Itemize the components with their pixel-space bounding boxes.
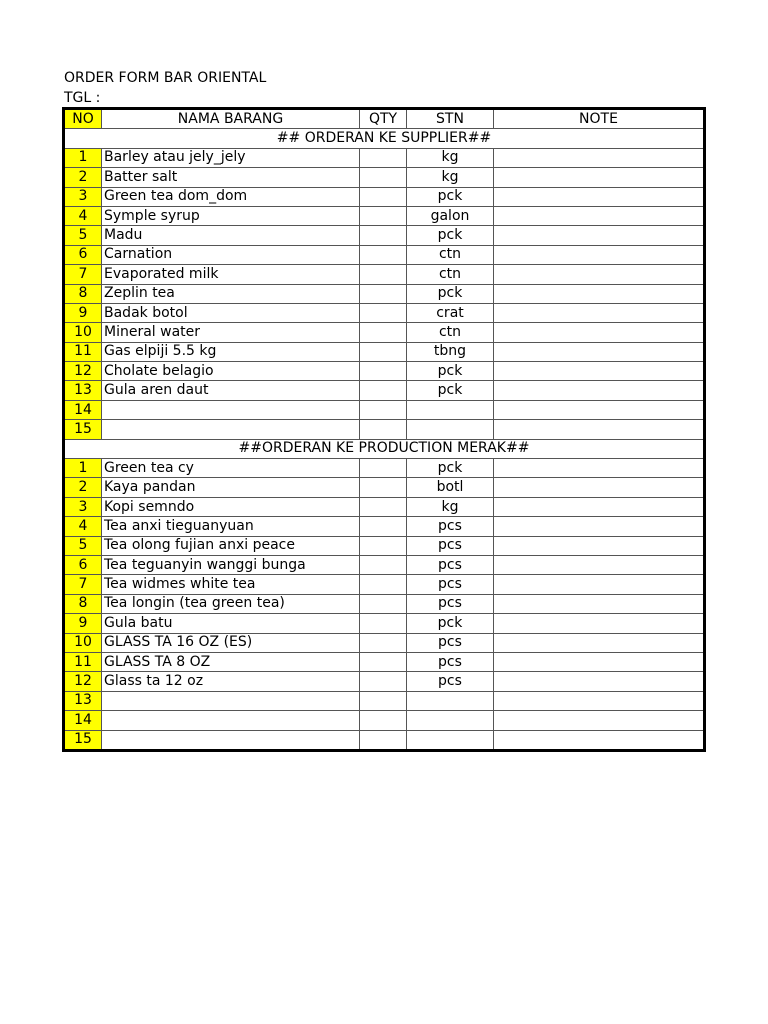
stn-cell[interactable]: pcs [407, 594, 494, 613]
table-row [64, 206, 705, 225]
stn-cell[interactable]: pck [407, 381, 494, 400]
item-name-cell[interactable]: Tea olong fujian anxi peace [102, 536, 360, 555]
row-number: 6 [64, 555, 102, 574]
item-name-cell[interactable]: Badak botol [102, 303, 360, 322]
stn-cell[interactable] [407, 730, 494, 750]
qty-cell[interactable] [360, 555, 407, 574]
row-number: 12 [64, 362, 102, 381]
item-name-cell[interactable]: Gula aren daut [102, 381, 360, 400]
stn-cell[interactable]: tbng [407, 342, 494, 361]
note-cell[interactable] [494, 284, 705, 303]
section-title: ##ORDERAN KE PRODUCTION MERAK## [64, 439, 705, 458]
row-number: 13 [64, 691, 102, 710]
stn-cell[interactable]: botl [407, 478, 494, 497]
stn-cell[interactable]: pcs [407, 517, 494, 536]
table-row [64, 303, 705, 322]
note-cell[interactable] [494, 711, 705, 730]
item-name-cell[interactable]: Tea longin (tea green tea) [102, 594, 360, 613]
note-cell[interactable] [494, 362, 705, 381]
table-row [64, 381, 705, 400]
stn-cell[interactable] [407, 711, 494, 730]
row-number: 12 [64, 672, 102, 691]
row-number: 13 [64, 381, 102, 400]
qty-cell[interactable] [360, 614, 407, 633]
stn-cell[interactable] [407, 400, 494, 419]
qty-cell[interactable] [360, 381, 407, 400]
row-number: 8 [64, 284, 102, 303]
note-cell[interactable] [494, 420, 705, 439]
row-number: 10 [64, 323, 102, 342]
stn-cell[interactable]: crat [407, 303, 494, 322]
header-name: NAMA BARANG [102, 109, 360, 129]
order-table-body [64, 109, 705, 751]
table-row [64, 575, 705, 594]
stn-cell[interactable]: pcs [407, 575, 494, 594]
qty-cell[interactable] [360, 730, 407, 750]
note-cell[interactable] [494, 342, 705, 361]
note-cell[interactable] [494, 187, 705, 206]
stn-cell[interactable]: pck [407, 614, 494, 633]
table-row [64, 478, 705, 497]
qty-cell[interactable] [360, 633, 407, 652]
qty-cell[interactable] [360, 303, 407, 322]
table-row [64, 497, 705, 516]
row-number: 7 [64, 265, 102, 284]
note-cell[interactable] [494, 614, 705, 633]
note-cell[interactable] [494, 633, 705, 652]
item-name-cell[interactable]: Green tea dom_dom [102, 187, 360, 206]
stn-cell[interactable]: pcs [407, 672, 494, 691]
item-name-cell[interactable]: Zeplin tea [102, 284, 360, 303]
row-number: 2 [64, 168, 102, 187]
note-cell[interactable] [494, 168, 705, 187]
stn-cell[interactable] [407, 691, 494, 710]
qty-cell[interactable] [360, 575, 407, 594]
row-number: 5 [64, 226, 102, 245]
stn-cell[interactable]: pcs [407, 555, 494, 574]
stn-cell[interactable] [407, 420, 494, 439]
table-row [64, 362, 705, 381]
note-cell[interactable] [494, 555, 705, 574]
qty-cell[interactable] [360, 497, 407, 516]
item-name-cell[interactable]: Gula batu [102, 614, 360, 633]
stn-cell[interactable]: pck [407, 362, 494, 381]
item-name-cell[interactable]: Carnation [102, 245, 360, 264]
qty-cell[interactable] [360, 265, 407, 284]
table-row [64, 517, 705, 536]
row-number: 4 [64, 206, 102, 225]
header-note: NOTE [494, 109, 705, 129]
note-cell[interactable] [494, 400, 705, 419]
qty-cell[interactable] [360, 148, 407, 167]
item-name-cell[interactable] [102, 400, 360, 419]
table-row [64, 148, 705, 167]
item-name-cell[interactable] [102, 691, 360, 710]
item-name-cell[interactable]: Barley atau jely_jely [102, 148, 360, 167]
header-no: NO [64, 109, 102, 129]
note-cell[interactable] [494, 478, 705, 497]
note-cell[interactable] [494, 323, 705, 342]
note-cell[interactable] [494, 517, 705, 536]
table-row [64, 633, 705, 652]
item-name-cell[interactable]: GLASS TA 16 OZ (ES) [102, 633, 360, 652]
table-row [64, 342, 705, 361]
section-title: ## ORDERAN KE SUPPLIER## [64, 129, 705, 148]
qty-cell[interactable] [360, 342, 407, 361]
item-name-cell[interactable]: Tea anxi tieguanyuan [102, 517, 360, 536]
item-name-cell[interactable]: Green tea cy [102, 459, 360, 478]
stn-cell[interactable]: galon [407, 206, 494, 225]
row-number: 6 [64, 245, 102, 264]
item-name-cell[interactable] [102, 420, 360, 439]
row-number: 11 [64, 342, 102, 361]
qty-cell[interactable] [360, 168, 407, 187]
row-number: 4 [64, 517, 102, 536]
note-cell[interactable] [494, 575, 705, 594]
table-row [64, 536, 705, 555]
qty-cell[interactable] [360, 206, 407, 225]
order-table [62, 107, 706, 752]
table-row [64, 672, 705, 691]
qty-cell[interactable] [360, 536, 407, 555]
stn-cell[interactable]: pcs [407, 536, 494, 555]
stn-cell[interactable]: ctn [407, 265, 494, 284]
form-title: ORDER FORM BAR ORIENTAL [64, 70, 267, 86]
table-row [64, 691, 705, 710]
stn-cell[interactable]: pck [407, 187, 494, 206]
row-number: 14 [64, 400, 102, 419]
qty-cell[interactable] [360, 245, 407, 264]
qty-cell[interactable] [360, 517, 407, 536]
row-number: 3 [64, 187, 102, 206]
section-row [64, 129, 705, 148]
header-stn: STN [407, 109, 494, 129]
item-name-cell[interactable]: Evaporated milk [102, 265, 360, 284]
note-cell[interactable] [494, 672, 705, 691]
row-number: 1 [64, 459, 102, 478]
table-row [64, 594, 705, 613]
qty-cell[interactable] [360, 478, 407, 497]
item-name-cell[interactable]: Kopi semndo [102, 497, 360, 516]
note-cell[interactable] [494, 536, 705, 555]
stn-cell[interactable]: pck [407, 284, 494, 303]
row-number: 9 [64, 303, 102, 322]
table-row [64, 711, 705, 730]
qty-cell[interactable] [360, 284, 407, 303]
note-cell[interactable] [494, 265, 705, 284]
item-name-cell[interactable] [102, 730, 360, 750]
table-row [64, 400, 705, 419]
qty-cell[interactable] [360, 226, 407, 245]
row-number: 9 [64, 614, 102, 633]
table-row [64, 614, 705, 633]
note-cell[interactable] [494, 594, 705, 613]
qty-cell[interactable] [360, 691, 407, 710]
note-cell[interactable] [494, 381, 705, 400]
item-name-cell[interactable]: Kaya pandan [102, 478, 360, 497]
row-number: 15 [64, 420, 102, 439]
stn-cell[interactable]: pck [407, 226, 494, 245]
table-row [64, 459, 705, 478]
table-row [64, 245, 705, 264]
qty-cell[interactable] [360, 459, 407, 478]
note-cell[interactable] [494, 303, 705, 322]
stn-cell[interactable]: pcs [407, 652, 494, 671]
item-name-cell[interactable]: Cholate belagio [102, 362, 360, 381]
qty-cell[interactable] [360, 594, 407, 613]
table-row [64, 323, 705, 342]
note-cell[interactable] [494, 652, 705, 671]
row-number: 8 [64, 594, 102, 613]
stn-cell[interactable]: pcs [407, 633, 494, 652]
qty-cell[interactable] [360, 672, 407, 691]
qty-cell[interactable] [360, 420, 407, 439]
item-name-cell[interactable]: Symple syrup [102, 206, 360, 225]
note-cell[interactable] [494, 245, 705, 264]
header-qty: QTY [360, 109, 407, 129]
table-row [64, 265, 705, 284]
item-name-cell[interactable]: GLASS TA 8 OZ [102, 652, 360, 671]
table-row [64, 187, 705, 206]
row-number: 14 [64, 711, 102, 730]
note-cell[interactable] [494, 691, 705, 710]
row-number: 11 [64, 652, 102, 671]
note-cell[interactable] [494, 459, 705, 478]
row-number: 3 [64, 497, 102, 516]
row-number: 10 [64, 633, 102, 652]
qty-cell[interactable] [360, 711, 407, 730]
qty-cell[interactable] [360, 323, 407, 342]
note-cell[interactable] [494, 148, 705, 167]
qty-cell[interactable] [360, 362, 407, 381]
date-label: TGL : [64, 90, 101, 106]
note-cell[interactable] [494, 206, 705, 225]
row-number: 1 [64, 148, 102, 167]
table-row [64, 284, 705, 303]
item-name-cell[interactable]: Batter salt [102, 168, 360, 187]
stn-cell[interactable]: kg [407, 168, 494, 187]
stn-cell[interactable]: pck [407, 459, 494, 478]
stn-cell[interactable]: kg [407, 148, 494, 167]
item-name-cell[interactable] [102, 711, 360, 730]
table-row [64, 420, 705, 439]
item-name-cell[interactable]: Mineral water [102, 323, 360, 342]
stn-cell[interactable]: ctn [407, 323, 494, 342]
row-number: 2 [64, 478, 102, 497]
table-row [64, 730, 705, 750]
qty-cell[interactable] [360, 187, 407, 206]
section-row [64, 439, 705, 458]
table-row [64, 226, 705, 245]
item-name-cell[interactable]: Tea widmes white tea [102, 575, 360, 594]
table-row [64, 168, 705, 187]
item-name-cell[interactable]: Glass ta 12 oz [102, 672, 360, 691]
stn-cell[interactable]: ctn [407, 245, 494, 264]
table-row [64, 555, 705, 574]
note-cell[interactable] [494, 226, 705, 245]
stn-cell[interactable]: kg [407, 497, 494, 516]
note-cell[interactable] [494, 497, 705, 516]
row-number: 7 [64, 575, 102, 594]
qty-cell[interactable] [360, 652, 407, 671]
row-number: 5 [64, 536, 102, 555]
note-cell[interactable] [494, 730, 705, 750]
qty-cell[interactable] [360, 400, 407, 419]
item-name-cell[interactable]: Gas elpiji 5.5 kg [102, 342, 360, 361]
item-name-cell[interactable]: Tea teguanyin wanggi bunga [102, 555, 360, 574]
table-row [64, 652, 705, 671]
item-name-cell[interactable]: Madu [102, 226, 360, 245]
row-number: 15 [64, 730, 102, 750]
header-row [64, 109, 705, 129]
